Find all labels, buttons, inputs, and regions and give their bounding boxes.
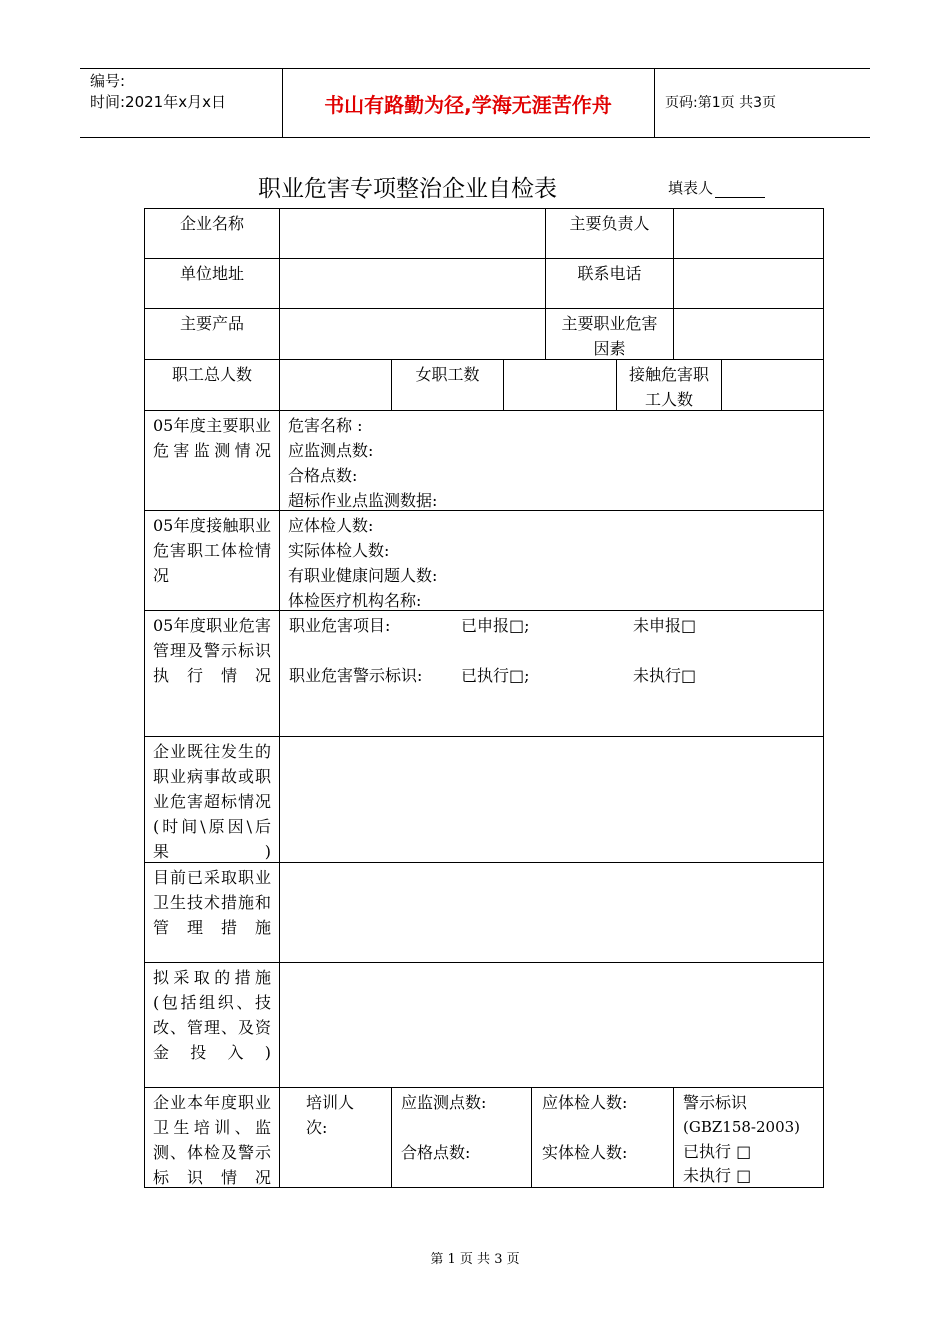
- training-label: 培训人次:: [306, 1093, 355, 1137]
- history-label: 企业既往发生的职业病事故或职业危害超标情况(时间\原因\后果): [144, 736, 280, 863]
- annual-label: 企业本年度职业卫生培训、监测、体检及警示标识情况: [144, 1087, 280, 1188]
- history-field[interactable]: [279, 736, 824, 863]
- filler-blank[interactable]: [715, 183, 765, 198]
- products-label: 主要产品: [144, 308, 280, 360]
- exam-label: 05年度接触职业危害职工体检情况: [144, 510, 280, 611]
- exam-line: 有职业健康问题人数:: [288, 566, 438, 585]
- management-details[interactable]: [279, 610, 824, 737]
- phone-label: 联系电话: [545, 258, 674, 309]
- filler-field: [668, 177, 765, 198]
- management-label: 05年度职业危害管理及警示标识执行情况: [144, 610, 280, 737]
- address-field[interactable]: [279, 258, 546, 309]
- exposed-staff-label: 接触危害职工人数: [616, 359, 722, 411]
- mgmt-warning-label: 职业危害警示标识:: [289, 666, 423, 685]
- monitoring-label: 05年度主要职业危害监测情况: [144, 410, 280, 511]
- monitoring-points-cell[interactable]: [391, 1087, 532, 1188]
- address-label: 单位地址: [144, 258, 280, 309]
- exam-line: 体检医疗机构名称:: [288, 591, 422, 610]
- monitor-points-label: 应监测点数:: [401, 1093, 487, 1112]
- company-name-field[interactable]: [279, 208, 546, 259]
- hazard-factors-label: 主要职业危害因素: [545, 308, 674, 360]
- planned-measures-label: 拟采取的措施(包括组织、技改、管理、及资金投入): [144, 962, 280, 1088]
- page-footer: 第 1 页 共 3 页: [430, 1252, 520, 1267]
- female-staff-field[interactable]: [503, 359, 617, 411]
- mgmt-not-executed-option[interactable]: 未执行□: [633, 666, 697, 685]
- total-staff-field[interactable]: [279, 359, 392, 411]
- qualified-points-label: 合格点数:: [401, 1143, 471, 1162]
- hazard-factors-field[interactable]: [673, 308, 824, 360]
- total-staff-label: 职工总人数: [144, 359, 280, 411]
- should-exam-label: 应体检人数:: [542, 1093, 628, 1112]
- training-cell[interactable]: [279, 1087, 392, 1188]
- exam-line: 实际体检人数:: [288, 541, 390, 560]
- products-field[interactable]: [279, 308, 546, 360]
- female-staff-label: 女职工数: [391, 359, 504, 411]
- warning-title: 警示标识: [683, 1093, 748, 1112]
- mgmt-project-label: 职业危害项目:: [289, 616, 391, 635]
- phone-field[interactable]: [673, 258, 824, 309]
- warning-standard: (GBZ158-2003): [683, 1118, 801, 1136]
- principal-field[interactable]: [673, 208, 824, 259]
- monitoring-details[interactable]: [279, 410, 824, 511]
- motto: 书山有路勤为径,学海无涯苦作舟: [324, 92, 612, 117]
- exam-line: 应体检人数:: [288, 516, 374, 535]
- exposed-staff-field[interactable]: [721, 359, 824, 411]
- actual-exam-label: 实体检人数:: [542, 1143, 628, 1162]
- exam-count-cell[interactable]: [531, 1087, 674, 1188]
- header-left: [90, 71, 226, 113]
- warning-sign-cell[interactable]: [673, 1087, 824, 1188]
- monitoring-line: 危害名称 :: [288, 416, 363, 435]
- principal-label: 主要负责人: [545, 208, 674, 259]
- filler-label: 填表人: [668, 179, 714, 197]
- document-title: 职业危害专项整治企业自检表: [258, 176, 557, 202]
- page-header: [80, 68, 870, 138]
- monitoring-line: 合格点数:: [288, 466, 358, 485]
- monitoring-line: 超标作业点监测数据:: [288, 491, 438, 510]
- page-info: 页码:第1页 共3页: [665, 95, 776, 111]
- mgmt-undeclared-option[interactable]: 未申报□: [633, 616, 697, 635]
- header-divider: [654, 69, 655, 137]
- time-label: 时间:2021年x月x日: [90, 93, 226, 111]
- planned-measures-field[interactable]: [279, 962, 824, 1088]
- exam-details[interactable]: [279, 510, 824, 611]
- warning-not-executed-option[interactable]: 未执行 □: [683, 1166, 752, 1185]
- monitoring-line: 应监测点数:: [288, 441, 374, 460]
- mgmt-declared-option[interactable]: 已申报□;: [461, 616, 530, 635]
- current-measures-field[interactable]: [279, 862, 824, 963]
- company-name-label: 企业名称: [144, 208, 280, 259]
- number-label: 编号:: [90, 72, 126, 90]
- warning-executed-option[interactable]: 已执行 □: [683, 1142, 752, 1161]
- current-measures-label: 目前已采取职业卫生技术措施和管理措施: [144, 862, 280, 963]
- mgmt-executed-option[interactable]: 已执行□;: [461, 666, 530, 685]
